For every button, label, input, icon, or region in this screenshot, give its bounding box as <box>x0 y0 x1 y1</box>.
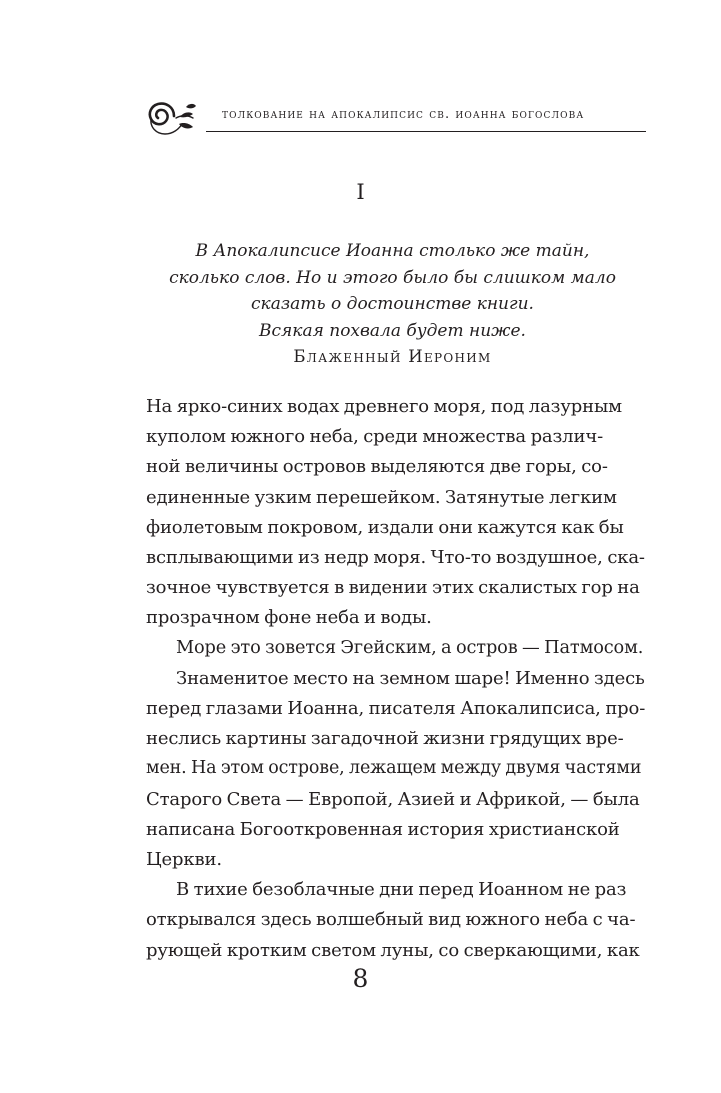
body-line: единенные узким перешейком. Затянутые легким <box>146 486 617 508</box>
epigraph-line: сказать о достоинстве книги. <box>251 294 534 314</box>
body-line: фиолетовым покровом, издали они кажутся как бы <box>146 516 624 538</box>
body-line: прозрачном фоне неба и воды. <box>146 607 432 629</box>
chapter-number: I <box>356 180 365 204</box>
ornament-icon <box>146 94 206 140</box>
body-line: Знаменитое место на земном шаре! Именно здесь <box>176 667 645 689</box>
body-line: Море это зовется Эгейским, а остров — Патмосом. <box>176 637 644 658</box>
body-line: зочное чувствуется в видении этих скалистых гор на <box>146 577 640 599</box>
body-line: всплывающими из недр моря. Что-то воздушное, ска- <box>146 547 645 568</box>
running-head: толкование на апокалипсис св. иоанна богослова <box>222 107 585 122</box>
epigraph-attribution: Блаженный Иероним <box>293 347 492 366</box>
body-line: неслись картины загадочной жизни грядущих вре- <box>146 728 624 750</box>
body-line: ной величины островов выделяются две горы, со- <box>146 456 608 478</box>
epigraph <box>140 238 645 366</box>
body-line: Старого Света — Европой, Азией и Африкой, — была <box>146 788 640 810</box>
epigraph-line: сколько слов. Но и этого было бы слишком мало <box>169 267 616 288</box>
header-rule <box>206 131 646 132</box>
epigraph-line: Всякая похвала будет ниже. <box>259 320 526 341</box>
body-line: рующей кротким светом луны, со сверкающими, как <box>146 939 640 961</box>
body-line: куполом южного неба, среди множества различ- <box>146 426 603 448</box>
epigraph-line: В Апокалипсисе Иоанна столько же тайн, <box>195 241 590 261</box>
body-line: открывался здесь волшебный вид южного неба с ча- <box>146 909 636 931</box>
body-line: В тихие безоблачные дни перед Иоанном не раз <box>176 879 627 901</box>
body-line: На ярко-синих водах древнего моря, под лазурным <box>146 396 623 417</box>
body-line: перед глазами Иоанна, писателя Апокалипсиса, про- <box>146 698 646 719</box>
page-number: 8 <box>352 964 369 993</box>
body-line: мен. На этом острове, лежащем между двумя частями <box>146 758 642 779</box>
body-line: Церкви. <box>146 849 222 870</box>
body-line: написана Богооткровенная история христианской <box>146 818 620 840</box>
running-header <box>146 94 646 140</box>
